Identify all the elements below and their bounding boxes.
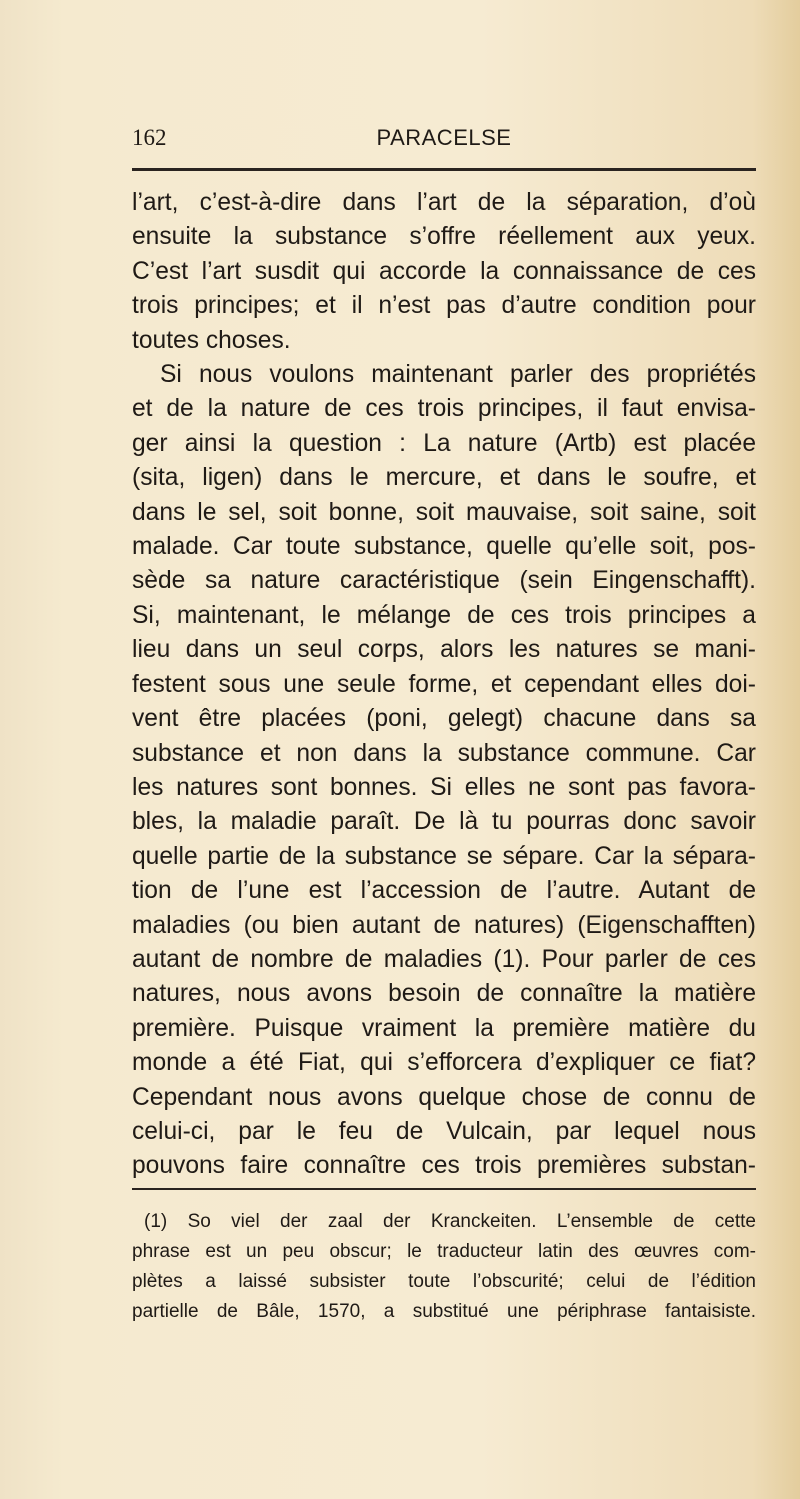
- body-line: tion de l’une est l’accession de l’autre. Autant de: [132, 877, 756, 905]
- body-line: pouvons faire connaître ces trois premières substan-: [132, 1152, 756, 1180]
- body-line: toutes choses.: [132, 326, 291, 354]
- body-line: première. Puisque vraiment la première matière du: [132, 1014, 756, 1042]
- footnote: [132, 1207, 756, 1327]
- page-header: [132, 125, 756, 159]
- body-line: maladies (ou bien autant de natures) (Eigenschafften): [132, 911, 756, 939]
- body-line: substance et non dans la substance commune. Car: [132, 739, 756, 767]
- body-line: quelle partie de la substance se sépare. Car la sépara-: [132, 842, 756, 870]
- footnote-line: (1) So viel der zaal der Kranckeiten. L’ensemble de cette: [144, 1211, 756, 1232]
- body-line: vent être placées (poni, gelegt) chacune dans sa: [132, 705, 756, 733]
- body-line: malade. Car toute substance, quelle qu’elle soit, pos-: [132, 533, 756, 561]
- footnote-line: partielle de Bâle, 1570, a substitué une périphrase fantaisiste.: [132, 1301, 756, 1322]
- body-line: dans le sel, soit bonne, soit mauvaise, soit saine, soit: [132, 498, 756, 526]
- body-line: monde a été Fiat, qui s’efforcera d’expliquer ce fiat?: [132, 1049, 756, 1077]
- body-line: autant de nombre de maladies (1). Pour parler de ces: [132, 945, 756, 973]
- running-title: PARACELSE: [376, 125, 512, 150]
- header-rule: [132, 168, 756, 171]
- body-line: Si, maintenant, le mélange de ces trois principes a: [132, 601, 756, 629]
- body-line: bles, la maladie paraît. De là tu pourras donc savoir: [132, 808, 756, 836]
- body-line: C’est l’art susdit qui accorde la connaissance de ces: [132, 257, 756, 285]
- paragraph-start-line: Si nous voulons maintenant parler des propriétés: [160, 361, 756, 389]
- body-line: les natures sont bonnes. Si elles ne sont pas favora-: [132, 773, 756, 801]
- body-line: festent sous une seule forme, et cependant elles doi-: [132, 670, 756, 698]
- body-line: celui-ci, par le feu de Vulcain, par lequel nous: [132, 1117, 756, 1145]
- page-number: 162: [132, 125, 167, 150]
- body-text: [132, 186, 756, 1184]
- footnote-rule: [132, 1188, 756, 1190]
- body-line: natures, nous avons besoin de connaître la matière: [132, 980, 756, 1008]
- body-line: l’art, c’est-à-dire dans l’art de la séparation, d’où: [132, 189, 756, 216]
- footnote-line: plètes a laissé subsister toute l’obscurité; celui de l’édition: [132, 1271, 756, 1292]
- body-line: sède sa nature caractéristique (sein Eingenschafft).: [132, 567, 756, 595]
- body-line: lieu dans un seul corps, alors les natures se mani-: [132, 636, 756, 664]
- body-line: et de la nature de ces trois principes, il faut envisa-: [132, 395, 756, 423]
- body-line: Cependant nous avons quelque chose de connu de: [132, 1083, 756, 1111]
- body-line: ger ainsi la question : La nature (Artb) est placée: [132, 429, 756, 457]
- body-line: (sita, ligen) dans le mercure, et dans le soufre, et: [132, 464, 756, 492]
- body-line: trois principes; et il n’est pas d’autre condition pour: [132, 292, 756, 320]
- body-line: ensuite la substance s’offre réellement aux yeux.: [132, 223, 756, 251]
- footnote-line: phrase est un peu obscur; le traducteur latin des œuvres com-: [132, 1241, 756, 1262]
